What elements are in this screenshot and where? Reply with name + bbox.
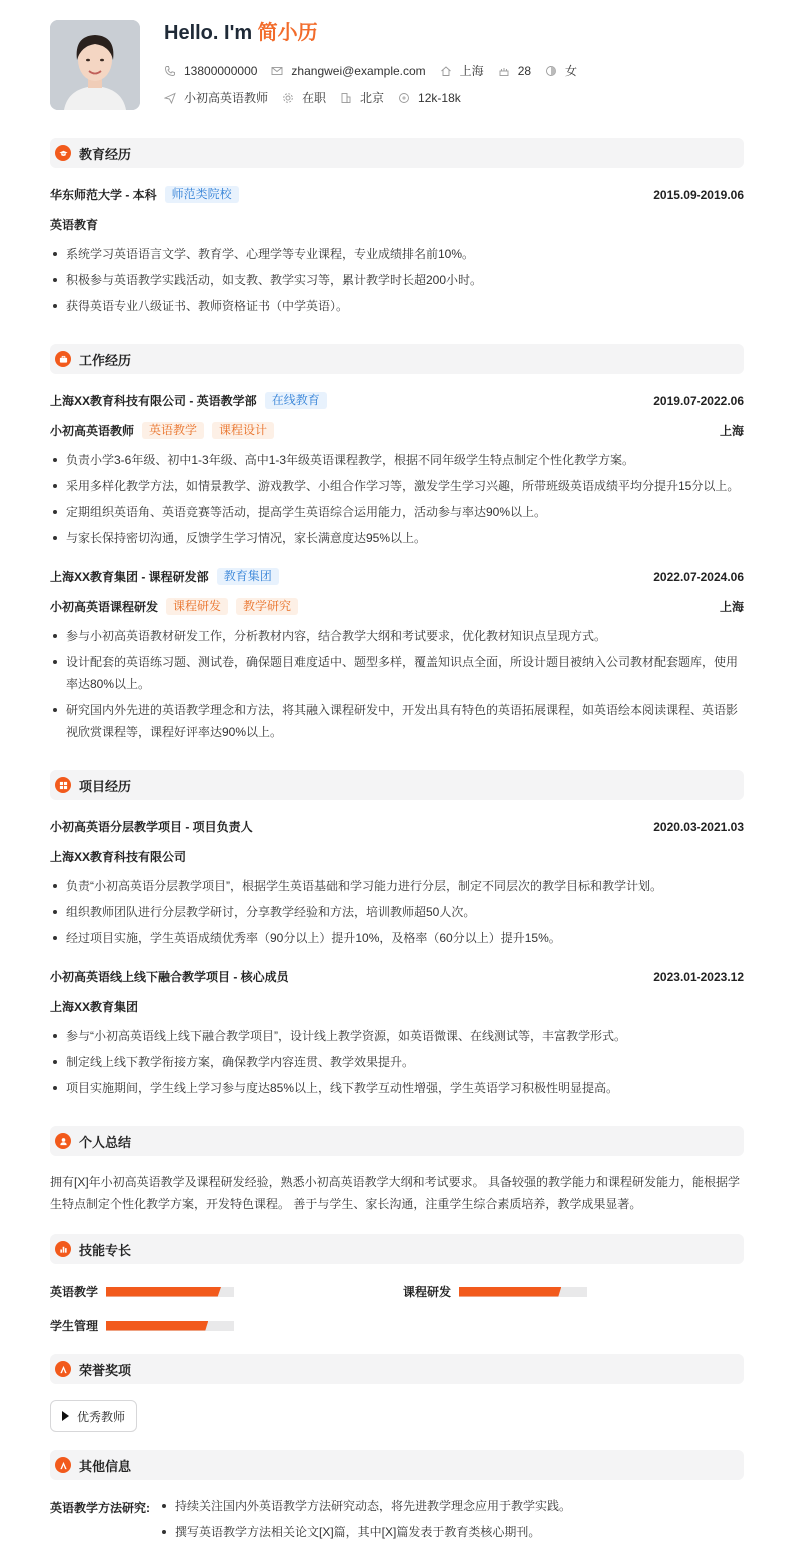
list-item: 定期组织英语角、英语竞赛等活动，提高学生英语综合运用能力，活动参与率达90%以上。 [50,501,744,523]
award-icon [55,1361,71,1377]
gear-icon [282,92,294,104]
list-item: 撰写英语教学方法相关论文[X]篇，其中[X]篇发表于教育类核心期刊。 [159,1521,744,1543]
city-item [440,63,484,79]
section-title: 工作经历 [79,352,132,368]
work-role-row [50,422,744,439]
mail-icon [271,65,283,77]
role-tag: 英语教学 [142,422,204,439]
target-city-text: 北京 [360,91,385,105]
section-project-header [50,770,744,800]
summary-text: 拥有[X]年小初高英语教学及课程研发经验，熟悉小初高英语教学大纲和考试要求。 具备较强的教学能力和课程研发能力，能根据学生特点制定个性化教学方案，开发特色课程。 善于与学生、家长沟通，注重学生综合素质培养，教学成果显著。 [50,1175,741,1211]
role-tag: 课程设计 [212,422,274,439]
section-work-header [50,344,744,374]
job-item [164,90,268,106]
skill-bar [106,1321,234,1331]
section-title: 技能专长 [79,1242,132,1258]
education-major-row [50,216,744,233]
project-org: 上海XX教育科技有限公司 [50,850,187,864]
building-icon [340,92,352,104]
skill-item [50,1283,234,1300]
project-name: 小初高英语线上线下融合教学项目 - 核心成员 [50,970,289,984]
list-item: 制定线上线下教学衔接方案，确保教学内容连贯、教学效果提升。 [50,1051,744,1073]
role-name: 小初高英语课程研发 [50,600,159,614]
company-name: 上海XX教育集团 - 课程研发部 [50,570,209,584]
target-city-item [340,90,384,106]
project-entry-header [50,968,744,985]
other-bullets [159,1495,744,1547]
send-icon [164,92,176,104]
work-date: 2019.07-2022.06 [653,393,744,408]
graduation-cap-icon [55,145,71,161]
phone-icon [164,65,176,77]
age-item [498,63,531,79]
grid-icon [55,777,71,793]
list-item: 设计配套的英语练习题、测试卷，确保题目难度适中、题型多样，覆盖知识点全面，所设计题目被纳入公司教材配套题库，使用率达80%以上。 [50,651,744,695]
project-org: 上海XX教育集团 [50,1000,139,1014]
section-awards-header [50,1354,744,1384]
project-entry-header [50,818,744,835]
skill-name: 课程研发 [403,1285,452,1299]
home-icon [440,65,452,77]
skill-name: 学生管理 [50,1319,99,1333]
email-text: zhangwei@example.com [291,64,426,78]
skill-bar-fill [106,1287,221,1297]
section-title: 项目经历 [79,778,132,794]
role-tag: 课程研发 [166,598,228,615]
list-item: 负责“小初高英语分层教学项目”，根据学生英语基础和学习能力进行分层，制定不同层次的教学目标和教学计划。 [50,875,744,897]
age-text: 28 [517,64,532,78]
status-item [282,90,326,106]
section-skills-header [50,1234,744,1264]
section-education-header [50,138,744,168]
skill-name: 英语教学 [50,1285,99,1299]
gender-icon [545,65,557,77]
city-text: 上海 [459,64,484,78]
status-text: 在职 [302,91,327,105]
list-item: 采用多样化教学方法，如情景教学、游戏教学、小组合作学习等，激发学生学习兴趣，所带班级英语成绩平均分提升15分以上。 [50,475,744,497]
project-org-row [50,848,744,865]
section-title: 个人总结 [79,1134,132,1150]
skill-bar [106,1287,234,1297]
role-name: 小初高英语教师 [50,424,135,438]
salary-text: 12k-18k [418,91,461,105]
skill-bar-fill [106,1321,208,1331]
skill-item [403,1283,587,1300]
list-item: 系统学习英语语言文学、教育学、心理学等专业课程，专业成绩排名前10%。 [50,243,744,265]
work-location: 上海 [719,600,744,614]
project-date: 2023.01-2023.12 [653,969,744,984]
gender-text: 女 [565,64,578,78]
salary-item [398,90,461,106]
list-item: 经过项目实施，学生英语成绩优秀率（90分以上）提升10%，及格率（60分以上）提升15%。 [50,927,744,949]
section-summary-header [50,1126,744,1156]
list-item: 参与“小初高英语线上线下融合教学项目”，设计线上教学资源，如英语微课、在线测试等，丰富教学形式。 [50,1025,744,1047]
play-icon [62,1411,69,1421]
major-name: 英语教育 [50,218,99,232]
project-name: 小初高英语分层教学项目 - 项目负责人 [50,820,253,834]
list-item: 持续关注国内外英语教学方法研究动态，将先进教学理念应用于教学实践。 [159,1495,744,1517]
school-name: 华东师范大学 - 本科 [50,188,157,202]
list-item: 积极参与英语教学实践活动，如支教、教学实习等，累计教学时长超200小时。 [50,269,744,291]
list-item: 研究国内外先进的英语教学理念和方法，将其融入课程研发中，开发出具有特色的英语拓展课程，如英语绘本阅读课程、英语影视欣赏课程等，课程好评率达90%以上。 [50,699,744,743]
user-icon [55,1133,71,1149]
job-intent-row [164,90,475,106]
skill-bar [459,1287,587,1297]
education-date: 2015.09-2019.06 [653,187,744,202]
briefcase-icon [55,351,71,367]
contact-row [164,63,591,79]
section-other-header [50,1450,744,1480]
greeting [164,20,318,46]
info-icon [55,1457,71,1473]
candidate-name: 简小历 [257,22,318,44]
company-tag: 教育集团 [217,568,279,585]
phone-item [164,63,257,79]
project-bullets [50,1025,744,1103]
email-item [271,63,425,79]
skill-bar-fill [459,1287,561,1297]
award-item[interactable] [50,1400,137,1432]
section-title: 其他信息 [79,1458,132,1474]
education-bullets [50,243,744,321]
list-item: 项目实施期间，学生线上学习参与度达85%以上，线下教学互动性增强，学生英语学习积极性明显提高。 [50,1077,744,1099]
job-text: 小初高英语教师 [184,91,269,105]
skill-item [50,1317,234,1334]
greeting-text: Hello. I'm [164,22,258,44]
work-role-row [50,598,744,615]
section-title: 教育经历 [79,146,132,162]
cake-icon [498,65,510,77]
resume-header [50,20,744,110]
other-label: 英语教学方法研究: [50,1501,150,1515]
role-tag: 教学研究 [236,598,298,615]
list-item: 负责小学3-6年级、初中1-3年级、高中1-3年级英语课程教学，根据不同年级学生特点制定个性化教学方案。 [50,449,744,471]
work-bullets [50,449,744,553]
avatar [50,20,140,110]
coin-icon [398,92,410,104]
list-item: 组织教师团队进行分层教学研讨，分享教学经验和方法，培训教师超50人次。 [50,901,744,923]
award-label: 优秀教师 [77,1409,126,1424]
work-entry-header [50,392,744,409]
bar-chart-icon [55,1241,71,1257]
education-entry-header [50,186,744,203]
company-tag: 在线教育 [265,392,327,409]
work-location: 上海 [719,424,744,438]
project-org-row [50,998,744,1015]
list-item: 参与小初高英语教材研发工作，分析教材内容，结合教学大纲和考试要求，优化教材知识点呈现方式。 [50,625,744,647]
phone-text: 13800000000 [184,64,258,78]
company-name: 上海XX教育科技有限公司 - 英语教学部 [50,394,257,408]
list-item: 与家长保持密切沟通，反馈学生学习情况，家长满意度达95%以上。 [50,527,744,549]
project-bullets [50,875,744,953]
gender-item [545,63,577,79]
work-entry-header [50,568,744,585]
section-title: 荣誉奖项 [79,1362,132,1378]
project-date: 2020.03-2021.03 [653,819,744,834]
work-bullets [50,625,744,747]
list-item: 获得英语专业八级证书、教师资格证书（中学英语）。 [50,295,744,317]
work-date: 2022.07-2024.06 [653,569,744,584]
school-tag: 师范类院校 [165,186,239,203]
